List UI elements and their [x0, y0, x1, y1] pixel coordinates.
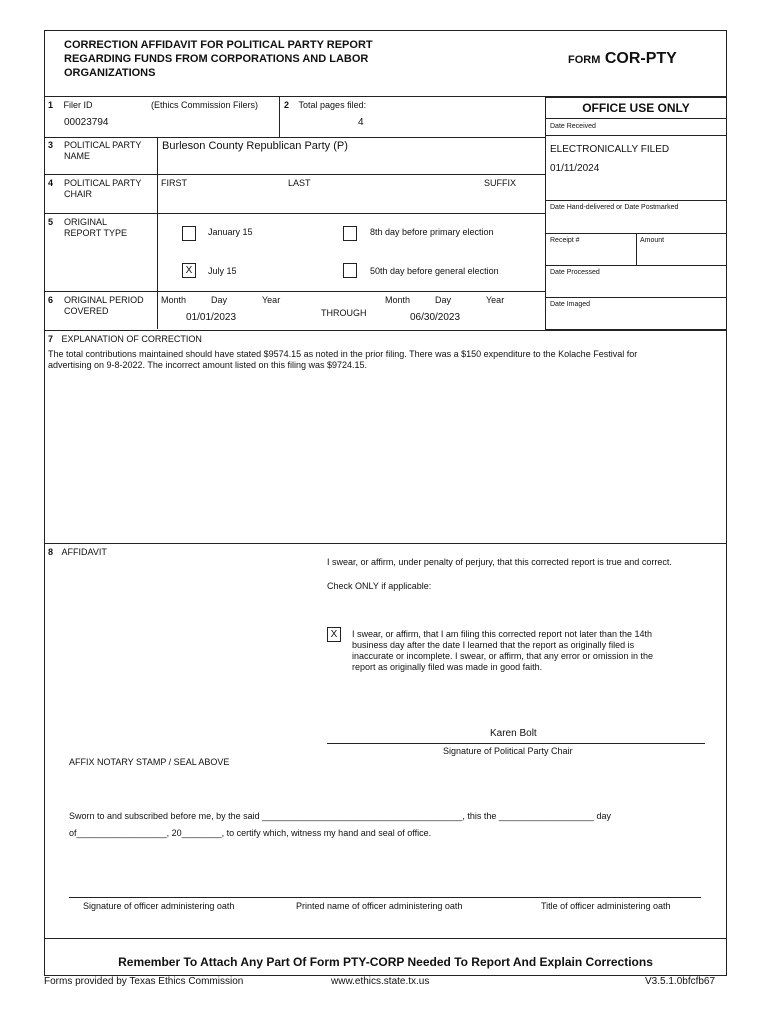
chair-suffix-label: SUFFIX	[484, 178, 517, 188]
office-use-panel	[545, 96, 727, 330]
to-month-label: Month	[385, 295, 411, 305]
date-received-label: Date Received	[550, 123, 596, 130]
filing-status	[550, 140, 669, 178]
report-type-label-2: REPORT TYPE	[64, 228, 128, 238]
rule-row-6	[44, 330, 727, 331]
section-5-number: 5	[48, 217, 54, 227]
late-filing-line-1: I swear, or affirm, that I am filing this corrected report not later than the 14th	[352, 629, 652, 639]
party-name-label-2: NAME	[64, 151, 91, 161]
checkbox-january-15[interactable]	[182, 226, 196, 241]
checkbox-50th-day-general[interactable]	[343, 263, 357, 278]
section-4-number: 4	[48, 178, 54, 188]
filing-status-date: 01/11/2024	[550, 163, 600, 174]
officer-printed-name-caption: Printed name of officer administering oath	[296, 901, 463, 911]
total-pages-text: Total pages filed:	[298, 100, 367, 110]
chair-signature-name: Karen Bolt	[490, 728, 537, 739]
total-pages-value: 4	[358, 117, 364, 128]
affidavit-label	[48, 547, 107, 557]
filer-id-label	[48, 100, 93, 110]
form-code	[568, 50, 677, 68]
sworn-line-2: of__________________, 20________, to certify which, witness my hand and seal of office.	[69, 828, 432, 838]
chair-last-label: LAST	[288, 178, 311, 188]
office-rule-5	[545, 265, 727, 266]
title-line-1: CORRECTION AFFIDAVIT FOR POLITICAL PARTY REPORT	[64, 39, 373, 51]
office-rule-6	[545, 297, 727, 298]
rule-row-5	[44, 291, 545, 292]
party-chair-label	[64, 178, 141, 200]
option-january-15: January 15	[208, 227, 253, 237]
late-filing-line-3: inaccurate or incomplete. I swear, or affirm, that any error or omission in the	[352, 651, 653, 661]
chair-signature-line	[327, 743, 705, 744]
period-covered-label	[64, 295, 144, 317]
filer-id-text: Filer ID	[63, 100, 93, 110]
party-name-label	[64, 140, 141, 162]
period-to-date: 06/30/2023	[410, 312, 461, 323]
checkbox-july-15[interactable]: X	[182, 263, 196, 278]
officer-signature-caption: Signature of officer administering oath	[83, 901, 235, 911]
explanation-line-2: advertising on 9-8-2022. The incorrect amount listed on this filing was $9724.15.	[48, 360, 368, 370]
period-covered-label-1: ORIGINAL PERIOD	[64, 295, 144, 305]
party-chair-label-2: CHAIR	[64, 189, 93, 199]
explanation-label	[48, 334, 202, 344]
report-type-label	[64, 217, 127, 239]
section-6-number: 6	[48, 295, 54, 305]
footer-version: V3.5.1.0bfcfb67	[645, 976, 716, 987]
check-only-text: Check ONLY if applicable:	[327, 581, 432, 591]
rule-row-footer	[44, 938, 727, 939]
late-filing-text	[352, 629, 653, 673]
notary-stamp-label: AFFIX NOTARY STAMP / SEAL ABOVE	[69, 757, 230, 767]
option-50th-day-general: 50th day before general election	[370, 266, 499, 276]
from-year-label: Year	[262, 295, 281, 305]
explanation-label-text: EXPLANATION OF CORRECTION	[61, 334, 202, 344]
title-line-3: ORGANIZATIONS	[64, 67, 156, 79]
officer-title-caption: Title of officer administering oath	[541, 901, 671, 911]
filing-status-line-1: ELECTRONICALLY FILED	[550, 144, 670, 155]
office-rule-3	[545, 200, 727, 201]
rule-row-4	[44, 213, 545, 214]
officer-signature-line	[69, 897, 701, 898]
period-covered-label-2: COVERED	[64, 306, 109, 316]
form-label: FORM	[568, 54, 601, 66]
affidavit-swear-text: I swear, or affirm, under penalty of perjury, that this corrected report is true and correct.	[327, 557, 672, 567]
rule-row-7	[44, 543, 727, 544]
party-name-value: Burleson County Republican Party (P)	[162, 140, 348, 152]
office-rule-receipt-amount	[636, 233, 637, 265]
rule-1-2	[279, 96, 280, 137]
report-type-label-1: ORIGINAL	[64, 217, 108, 227]
rule-label-col	[157, 137, 158, 329]
explanation-line-1: The total contributions maintained should have stated $9574.15 as noted in the prior filing. There was a $150 expenditure to the Kolache Festival for	[48, 349, 638, 359]
affidavit-label-text: AFFIDAVIT	[61, 547, 107, 557]
date-hand-delivered-label: Date Hand-delivered or Date Postmarked	[550, 204, 679, 211]
from-month-label: Month	[161, 295, 187, 305]
late-filing-line-2: business day after the date I learned that the report as originally filed is	[352, 640, 635, 650]
form-code-value: COR-PTY	[604, 50, 677, 67]
section-8-number: 8	[48, 547, 54, 557]
party-name-label-1: POLITICAL PARTY	[64, 140, 142, 150]
footer-provider: Forms provided by Texas Ethics Commission	[44, 976, 244, 987]
through-label: THROUGH	[321, 308, 367, 318]
late-filing-checkbox[interactable]: X	[327, 627, 341, 642]
to-year-label: Year	[486, 295, 505, 305]
title-line-2: REGARDING FUNDS FROM CORPORATIONS AND LABOR	[64, 53, 369, 65]
office-use-title: OFFICE USE ONLY	[582, 101, 690, 115]
rule-row-1	[44, 137, 545, 138]
amount-label: Amount	[640, 237, 665, 244]
footer-website[interactable]: www.ethics.state.tx.us	[331, 976, 430, 987]
section-3-number: 3	[48, 140, 54, 150]
footer-reminder: Remember To Attach Any Part Of Form PTY-CORP Needed To Report And Explain Corrections	[118, 955, 653, 969]
from-day-label: Day	[211, 295, 228, 305]
rule-row-3	[44, 174, 545, 175]
chair-signature-caption: Signature of Political Party Chair	[443, 746, 573, 756]
explanation-text	[48, 349, 720, 371]
section-1-number: 1	[48, 100, 54, 110]
late-filing-line-4: report as originally filed was made in good faith.	[352, 662, 543, 672]
chair-first-label: FIRST	[161, 178, 187, 188]
to-day-label: Day	[435, 295, 452, 305]
checkbox-8th-day-primary[interactable]	[343, 226, 357, 241]
office-rule-2	[545, 135, 727, 136]
party-chair-label-1: POLITICAL PARTY	[64, 178, 142, 188]
sworn-line-1: Sworn to and subscribed before me, by the said ________________________________________, this the ___________________ day	[69, 811, 611, 821]
total-pages-label	[284, 100, 366, 110]
section-2-number: 2	[284, 100, 290, 110]
filer-id-sublabel: (Ethics Commission Filers)	[151, 100, 259, 110]
option-8th-day-primary: 8th day before primary election	[370, 227, 494, 237]
office-rule-1	[545, 118, 727, 119]
receipt-label: Receipt #	[550, 237, 580, 244]
option-july-15: July 15	[208, 266, 237, 276]
form-title	[64, 38, 373, 80]
filer-id-value: 00023794	[64, 117, 109, 128]
period-from-date: 01/01/2023	[186, 312, 237, 323]
date-imaged-label: Date Imaged	[550, 301, 591, 308]
sworn-statement	[69, 808, 611, 842]
section-7-number: 7	[48, 334, 54, 344]
date-processed-label: Date Processed	[550, 269, 600, 276]
